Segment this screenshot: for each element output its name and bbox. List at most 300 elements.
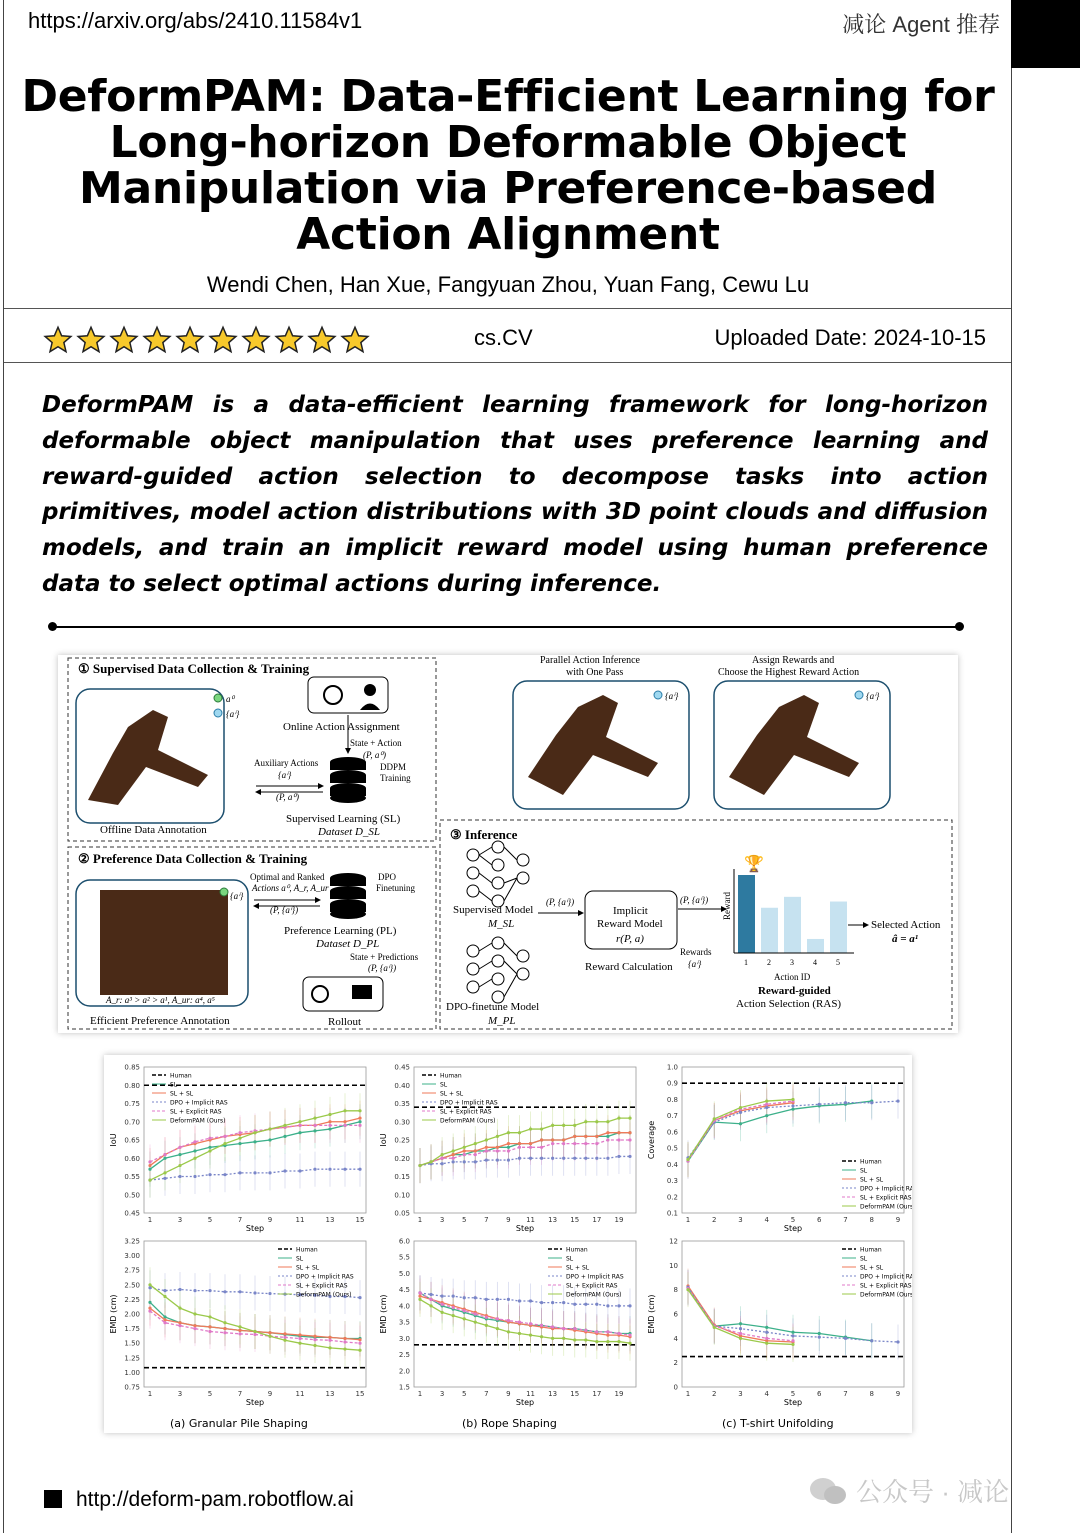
data-point — [791, 1339, 794, 1342]
chart-panel — [109, 1238, 366, 1408]
data-point — [328, 1127, 331, 1130]
svg-text:{aⁱ}: {aⁱ} — [278, 770, 292, 780]
data-point — [253, 1330, 256, 1333]
data-point — [223, 1135, 226, 1138]
data-point — [765, 1331, 768, 1334]
x-tick-label: 13 — [325, 1216, 335, 1224]
data-point — [238, 1142, 241, 1145]
data-point — [358, 1338, 361, 1341]
legend-label: DeformPAM (Ours) — [296, 1291, 352, 1299]
svg-text:Supervised Learning (SL): Supervised Learning (SL) — [286, 813, 401, 825]
x-axis-label: Step — [245, 1224, 265, 1233]
data-point — [283, 1124, 286, 1127]
data-point — [358, 1342, 361, 1345]
data-point — [628, 1342, 631, 1345]
y-tick-label: 4.5 — [398, 1286, 410, 1295]
data-point — [328, 1339, 331, 1342]
x-tick-label: 9 — [895, 1390, 901, 1398]
data-point — [485, 1298, 488, 1301]
data-point — [628, 1138, 631, 1141]
data-point — [358, 1120, 361, 1123]
data-point — [529, 1299, 532, 1302]
y-tick-label: 0 — [673, 1383, 678, 1392]
legend-label: DPO + Implicit RAS — [170, 1099, 228, 1107]
data-point — [765, 1337, 768, 1340]
x-tick-label: 7 — [484, 1390, 489, 1398]
legend-label: SL + Explicit RAS — [566, 1282, 618, 1290]
data-point — [148, 1283, 151, 1286]
data-point — [485, 1146, 488, 1149]
y-tick-label: 5.0 — [398, 1269, 410, 1278]
data-point — [595, 1142, 598, 1145]
x-tick-label: 1 — [147, 1390, 153, 1398]
data-point — [595, 1157, 598, 1160]
svg-text:M_SL: M_SL — [488, 918, 515, 930]
data-point — [223, 1321, 226, 1324]
data-point — [507, 1158, 510, 1161]
data-point — [617, 1340, 620, 1343]
data-point — [313, 1124, 316, 1127]
data-point — [178, 1324, 181, 1327]
y-tick-label: 0.6 — [666, 1128, 678, 1137]
svg-text:DPO: DPO — [378, 872, 397, 882]
data-point — [485, 1316, 488, 1319]
data-point — [283, 1135, 286, 1138]
x-tick-label: 6 — [817, 1216, 822, 1224]
data-point — [818, 1103, 821, 1106]
data-point — [223, 1331, 226, 1334]
y-tick-label: 0.4 — [666, 1160, 678, 1169]
legend-label: SL + Explicit RAS — [170, 1108, 222, 1116]
y-tick-label: 0.35 — [394, 1100, 410, 1108]
y-tick-label: 0.45 — [394, 1063, 410, 1072]
data-point — [148, 1286, 151, 1289]
corner-block — [1011, 0, 1080, 68]
legend-label: SL + SL — [296, 1264, 320, 1272]
y-tick-label: 0.45 — [124, 1209, 140, 1218]
data-point — [595, 1303, 598, 1306]
data-point — [148, 1301, 151, 1304]
legend-label: Human — [440, 1072, 462, 1080]
data-point — [765, 1326, 768, 1329]
y-tick-label: 12 — [669, 1237, 678, 1246]
data-point — [463, 1317, 466, 1320]
svg-text:Rewards: Rewards — [680, 947, 712, 957]
data-point — [163, 1153, 166, 1156]
data-point — [283, 1339, 286, 1342]
legend-label: DPO + Implicit RAS — [860, 1185, 912, 1193]
svg-text:DPO-finetune Model: DPO-finetune Model — [446, 1001, 540, 1013]
data-point — [518, 1131, 521, 1134]
paper-authors: Wendi Chen, Han Xue, Fangyuan Zhou, Yuan Fang, Cewu Lu — [206, 272, 810, 297]
sec3-title: ③ Inference — [450, 827, 518, 842]
data-point — [628, 1333, 631, 1336]
svg-text:Action ID: Action ID — [774, 972, 811, 982]
data-point — [606, 1330, 609, 1333]
y-axis-label: EMD (cm) — [647, 1294, 656, 1334]
data-point — [562, 1337, 565, 1340]
legend-label: DPO + Implicit RAS — [860, 1273, 912, 1281]
x-axis-label: Step — [515, 1224, 535, 1233]
svg-text:{aⁱ}: {aⁱ} — [665, 691, 679, 701]
data-point — [358, 1109, 361, 1112]
caption-rope: (b) Rope Shaping — [462, 1417, 557, 1430]
x-tick-label: 3 — [177, 1390, 183, 1398]
data-point — [595, 1120, 598, 1123]
y-tick-label: 0.80 — [124, 1081, 140, 1090]
method-overview-figure — [58, 655, 958, 1033]
y-tick-label: 4 — [673, 1334, 678, 1343]
data-point — [441, 1153, 444, 1156]
data-point — [818, 1332, 821, 1335]
data-point — [595, 1330, 598, 1333]
data-point — [452, 1295, 455, 1298]
svg-text:Training: Training — [380, 773, 411, 783]
data-point — [739, 1337, 742, 1340]
x-tick-label: 19 — [614, 1390, 624, 1398]
svg-text:Finetuning: Finetuning — [376, 883, 416, 893]
legend-label: DeformPAM (Ours) — [860, 1203, 912, 1211]
data-point — [686, 1288, 689, 1291]
x-tick-label: 13 — [548, 1390, 558, 1398]
data-point — [739, 1322, 742, 1325]
data-point — [193, 1175, 196, 1178]
data-point — [253, 1291, 256, 1294]
y-tick-label: 0.9 — [666, 1079, 678, 1088]
legend-label: SL + SL — [566, 1264, 590, 1272]
legend-label: SL + Explicit RAS — [860, 1282, 912, 1290]
data-point — [518, 1142, 521, 1145]
x-tick-label: 5 — [207, 1390, 213, 1398]
reward-bar-label: 2 — [767, 958, 771, 967]
data-point — [474, 1160, 477, 1163]
data-point — [238, 1290, 241, 1293]
data-point — [343, 1124, 346, 1127]
x-tick-label: 5 — [461, 1390, 467, 1398]
data-point — [739, 1332, 742, 1335]
data-point — [238, 1332, 241, 1335]
data-point — [507, 1131, 510, 1134]
x-tick-label: 5 — [207, 1216, 213, 1224]
svg-text:â = a¹: â = a¹ — [892, 933, 919, 945]
data-point — [551, 1301, 554, 1304]
trophy-icon: 🏆 — [744, 856, 764, 873]
y-axis-label: EMD (cm) — [109, 1294, 118, 1334]
data-point — [328, 1124, 331, 1127]
x-tick-label: 17 — [592, 1216, 602, 1224]
data-point — [223, 1142, 226, 1145]
data-point — [452, 1160, 455, 1163]
data-point — [584, 1303, 587, 1306]
y-tick-label: 0.8 — [666, 1095, 678, 1104]
data-point — [713, 1117, 716, 1120]
data-point — [529, 1322, 532, 1325]
data-point — [474, 1312, 477, 1315]
y-tick-label: 0.1 — [666, 1209, 678, 1218]
x-axis-label: Step — [515, 1398, 535, 1407]
data-point — [595, 1135, 598, 1138]
legend-label: SL — [860, 1255, 868, 1263]
svg-text:State + Predictions: State + Predictions — [350, 952, 419, 962]
data-point — [739, 1106, 742, 1109]
legend-label: Human — [860, 1246, 882, 1254]
data-point — [452, 1157, 455, 1160]
svg-text:(P, {aⁱ}): (P, {aⁱ}) — [368, 963, 397, 973]
results-charts-svg — [104, 1055, 912, 1433]
data-point — [584, 1338, 587, 1341]
data-point — [343, 1120, 346, 1123]
data-point — [562, 1142, 565, 1145]
data-point — [313, 1335, 316, 1338]
legend-label: DeformPAM (Ours) — [170, 1117, 226, 1125]
project-url-link[interactable]: http://deform-pam.robotflow.ai — [76, 1488, 354, 1511]
chart-frame — [414, 1067, 636, 1213]
x-tick-label: 15 — [570, 1390, 580, 1398]
x-tick-label: 11 — [295, 1390, 305, 1398]
x-tick-label: 9 — [506, 1390, 511, 1398]
data-point — [540, 1324, 543, 1327]
data-point — [298, 1169, 301, 1172]
legend-label: Human — [566, 1246, 588, 1254]
data-point — [540, 1157, 543, 1160]
section-divider — [52, 626, 960, 628]
data-point — [870, 1339, 873, 1342]
upload-date: Uploaded Date: 2024-10-15 — [714, 325, 986, 350]
y-tick-label: 0.20 — [394, 1154, 410, 1163]
data-point — [573, 1338, 576, 1341]
svg-text:(P, a⁰): (P, a⁰) — [276, 792, 299, 802]
data-point — [298, 1131, 301, 1134]
y-tick-label: 0.65 — [124, 1136, 140, 1145]
star-icon — [174, 325, 206, 355]
x-tick-label: 3 — [738, 1216, 743, 1224]
data-point — [496, 1298, 499, 1301]
data-point — [507, 1142, 510, 1145]
data-point — [606, 1135, 609, 1138]
reward-bar-label: 4 — [813, 958, 817, 967]
data-point — [551, 1138, 554, 1141]
reward-bar-label: 1 — [744, 958, 748, 967]
data-point — [463, 1309, 466, 1312]
data-point — [268, 1331, 271, 1334]
data-point — [328, 1120, 331, 1123]
star-icon — [339, 325, 371, 355]
x-tick-label: 1 — [685, 1216, 691, 1224]
svg-text:Reward: Reward — [722, 892, 732, 920]
data-point — [238, 1325, 241, 1328]
svg-text:Dataset D_SL: Dataset D_SL — [318, 826, 381, 838]
wechat-icon — [808, 1476, 848, 1506]
data-point — [268, 1127, 271, 1130]
x-tick-label: 15 — [355, 1390, 365, 1398]
data-point — [474, 1153, 477, 1156]
data-point — [791, 1331, 794, 1334]
reward-bar — [830, 902, 847, 953]
data-point — [163, 1321, 166, 1324]
watermark — [808, 1472, 1009, 1509]
legend-label: SL + SL — [860, 1264, 884, 1272]
x-tick-label: 5 — [790, 1216, 796, 1224]
data-point — [617, 1332, 620, 1335]
y-tick-label: 5.5 — [398, 1253, 410, 1262]
data-point — [844, 1101, 847, 1104]
data-point — [529, 1142, 532, 1145]
data-point — [485, 1158, 488, 1161]
y-tick-label: 1.00 — [124, 1368, 140, 1377]
svg-text:r(P, a): r(P, a) — [616, 933, 644, 945]
legend-label: SL + Explicit RAS — [860, 1194, 912, 1202]
x-tick-label: 1 — [147, 1216, 153, 1224]
legend-label: Human — [170, 1072, 192, 1080]
data-point — [463, 1160, 466, 1163]
x-tick-label: 11 — [295, 1216, 305, 1224]
data-point — [529, 1146, 532, 1149]
data-point — [268, 1138, 271, 1141]
y-tick-label: 0.25 — [394, 1136, 410, 1145]
svg-text:Rollout: Rollout — [328, 1016, 362, 1028]
data-point — [628, 1117, 631, 1120]
x-tick-label: 5 — [790, 1390, 796, 1398]
data-point — [441, 1303, 444, 1306]
data-point — [328, 1168, 331, 1171]
data-point — [208, 1137, 211, 1140]
data-point — [268, 1171, 271, 1174]
data-point — [529, 1333, 532, 1336]
data-point — [606, 1304, 609, 1307]
star-icon — [42, 325, 74, 355]
data-point — [418, 1291, 421, 1294]
x-tick-label: 19 — [614, 1216, 624, 1224]
data-point — [496, 1158, 499, 1161]
y-tick-label: 2 — [673, 1359, 678, 1368]
data-point — [551, 1325, 554, 1328]
data-point — [441, 1311, 444, 1314]
data-point — [686, 1158, 689, 1161]
data-point — [148, 1168, 151, 1171]
x-tick-label: 2 — [712, 1216, 717, 1224]
legend-label: SL — [860, 1167, 868, 1175]
offline-annotation-label: Offline Data Annotation — [100, 824, 207, 836]
data-point — [178, 1164, 181, 1167]
data-point — [193, 1324, 196, 1327]
data-point — [628, 1131, 631, 1134]
frame-left — [3, 0, 4, 1533]
arxiv-url-link[interactable]: https://arxiv.org/abs/2410.11584v1 — [28, 8, 363, 33]
data-point — [791, 1104, 794, 1107]
data-point — [238, 1131, 241, 1134]
paper-title: DeformPAM: Data-Efficient Learning for Long-horizon Deformable Object Manipulation via Preference-based Action Alignment — [21, 71, 995, 260]
data-point — [595, 1340, 598, 1343]
legend-label: SL — [440, 1081, 448, 1089]
data-point — [485, 1149, 488, 1152]
y-tick-label: 0.60 — [124, 1154, 140, 1163]
data-point — [358, 1296, 361, 1299]
data-point — [518, 1146, 521, 1149]
x-tick-label: 3 — [177, 1216, 183, 1224]
sec1-title: ① Supervised Data Collection & Training — [78, 661, 310, 676]
data-point — [573, 1327, 576, 1330]
data-point — [208, 1289, 211, 1292]
y-tick-label: 0.70 — [124, 1118, 140, 1127]
x-tick-label: 13 — [548, 1216, 558, 1224]
data-point — [178, 1321, 181, 1324]
watermark-text: 公众号 · 减论 — [856, 1477, 1010, 1507]
x-tick-label: 7 — [843, 1216, 848, 1224]
chart-panel — [647, 1238, 912, 1408]
data-point — [208, 1149, 211, 1152]
data-point — [358, 1124, 361, 1127]
divider — [4, 308, 1011, 309]
data-point — [163, 1315, 166, 1318]
y-tick-label: 2.50 — [124, 1281, 140, 1290]
data-point — [463, 1296, 466, 1299]
data-point — [418, 1298, 421, 1301]
data-point — [507, 1330, 510, 1333]
data-point — [283, 1332, 286, 1335]
data-point — [208, 1315, 211, 1318]
data-point — [551, 1337, 554, 1340]
svg-text:Reward Model: Reward Model — [597, 918, 663, 930]
data-point — [193, 1327, 196, 1330]
data-point — [148, 1309, 151, 1312]
data-point — [268, 1292, 271, 1295]
data-point — [496, 1146, 499, 1149]
data-point — [606, 1333, 609, 1336]
legend-label: DeformPAM (Ours) — [440, 1117, 496, 1125]
data-point — [441, 1295, 444, 1298]
data-point — [283, 1336, 286, 1339]
data-point — [283, 1169, 286, 1172]
x-tick-label: 13 — [325, 1390, 335, 1398]
results-figure — [104, 1055, 912, 1433]
data-point — [765, 1099, 768, 1102]
y-tick-label: 0.85 — [124, 1063, 140, 1072]
data-point — [452, 1153, 455, 1156]
data-point — [617, 1131, 620, 1134]
data-point — [343, 1337, 346, 1340]
footer-square-icon — [44, 1490, 62, 1508]
data-point — [441, 1157, 444, 1160]
x-tick-label: 4 — [764, 1216, 769, 1224]
x-tick-label: 4 — [764, 1390, 769, 1398]
data-point — [896, 1340, 899, 1343]
data-point — [628, 1155, 631, 1158]
data-point — [313, 1344, 316, 1347]
legend-label: SL — [170, 1081, 178, 1089]
x-tick-label: 9 — [267, 1390, 273, 1398]
data-point — [573, 1124, 576, 1127]
svg-text:{aⁱ}: {aⁱ} — [688, 959, 702, 969]
x-tick-label: 8 — [869, 1390, 874, 1398]
data-point — [791, 1098, 794, 1101]
data-point — [562, 1138, 565, 1141]
data-point — [507, 1146, 510, 1149]
data-point — [163, 1171, 166, 1174]
data-point — [540, 1335, 543, 1338]
data-point — [463, 1149, 466, 1152]
y-tick-label: 1.5 — [398, 1383, 410, 1392]
data-point — [148, 1179, 151, 1182]
svg-text:(P, a⁰): (P, a⁰) — [363, 750, 386, 760]
data-point — [818, 1336, 821, 1339]
data-point — [562, 1124, 565, 1127]
data-point — [148, 1164, 151, 1167]
data-point — [765, 1103, 768, 1106]
data-point — [328, 1336, 331, 1339]
y-tick-label: 2.75 — [124, 1266, 140, 1275]
data-point — [358, 1117, 361, 1120]
data-point — [713, 1326, 716, 1329]
